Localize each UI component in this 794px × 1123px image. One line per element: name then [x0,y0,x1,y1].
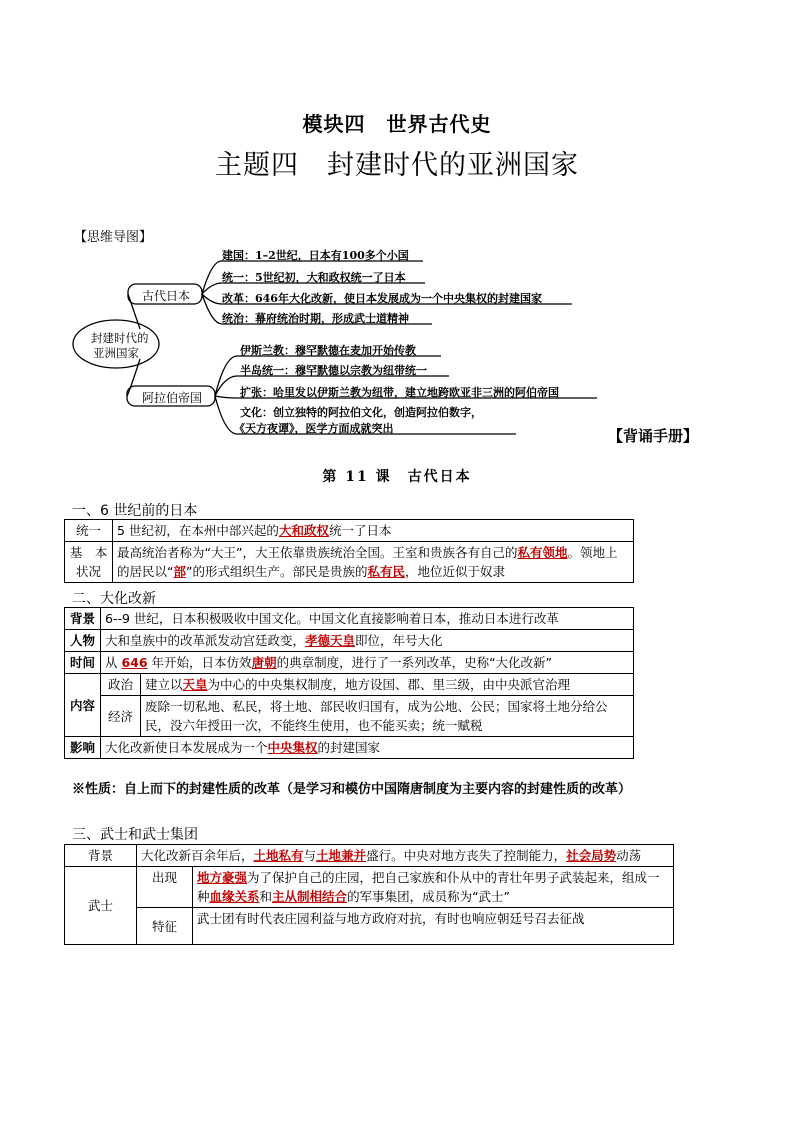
row-content: 武士团有时代表庄园利益与地方政府对抗，有时也响应朝廷号召去征战 [193,908,674,945]
mindmap-lines [0,0,794,450]
row-content: 5 世纪初，在本州中部兴起的大和政权统一了日本 [113,520,634,542]
row-content: 建立以天皇为中心的中央集权制度，地方设国、郡、里三级，由中央派官治理 [141,674,634,696]
branch-arab: 阿拉伯帝国 [142,391,203,405]
row-content: 大化改新使日本发展成为一个中央集权的封建国家 [101,737,634,759]
japan-item-2: 统一：5世纪初，大和政权统一了日本 [222,271,406,284]
section2-title: 二、大化改新 [72,591,156,607]
table-row [65,737,634,759]
section3-table [64,844,674,945]
topic-title: 主题四 封建时代的亚洲国家 [215,150,579,181]
row-head: 武士 [65,867,137,945]
mindmap-label: 【思维导图】 [74,230,153,245]
table-row [65,845,674,867]
mindmap-root-line1: 封建时代的 [91,331,149,345]
row-head: 背景 [65,845,137,867]
table-row [65,630,634,652]
row-content: 大和皇族中的改革派发动宫廷政变，孝德天皇即位，年号大化 [101,630,634,652]
arab-item-1: 伊斯兰教：穆罕默德在麦加开始传教 [240,344,416,357]
section3-title: 三、武士和武士集团 [72,827,198,843]
sub-head: 出现 [137,867,193,908]
row-head: 时间 [65,652,101,674]
table-row [65,696,634,737]
japan-item-1: 建国：1–2世纪，日本有100多个小国 [222,249,409,262]
section2-table [64,607,634,759]
row-content: 大化改新百余年后，土地私有与土地兼并盛行。中央对地方丧失了控制能力，社会局势动荡 [137,845,674,867]
nature-note: ※性质：自上而下的封建性质的改革（是学习和模仿中国隋唐制度为主要内容的封建性质的改革） [72,782,632,797]
row-head: 背景 [65,608,101,630]
row-content: 最高统治者称为“大王”，大王依靠贵族统治全国。王室和贵族各有自己的私有领地。领地上的居民以“部”的形式组织生产。部民是贵族的私有民，地位近似于奴隶 [113,542,634,583]
section1-title: 一、6 世纪前的日本 [72,503,198,519]
table-row [65,908,674,945]
row-content: 从 646 年开始，日本仿效唐朝的典章制度，进行了一系列改革，史称“大化改新” [101,652,634,674]
branch-japan: 古代日本 [142,289,191,303]
sub-head: 政治 [101,674,141,696]
module-title: 模块四 世界古代史 [302,112,492,136]
row-head: 统一 [65,520,113,542]
row-head: 人物 [65,630,101,652]
table-row [65,674,634,696]
row-content: 6--9 世纪，日本积极吸收中国文化。中国文化直接影响着日本，推动日本进行改革 [101,608,634,630]
japan-item-3: 改革：646年大化改新，使日本发展成为一个中央集权的封建国家 [222,292,542,305]
table-row [65,652,634,674]
table-row [65,608,634,630]
section1-table [64,519,634,583]
table-row [65,542,634,583]
arab-item-4: 文化：创立独特的阿拉伯文化，创造阿拉伯数字， [240,406,482,419]
mindmap-root-line2: 亚洲国家 [93,346,139,360]
arab-item-2: 半岛统一：穆罕默德以宗教为纽带统一 [240,364,427,377]
row-head: 影响 [65,737,101,759]
arab-item-5: 《天方夜谭》，医学方面成就突出 [234,422,394,435]
backup-manual-label: 【背诵手册】 [608,427,699,445]
table-row [65,520,634,542]
sub-head: 特征 [137,908,193,945]
japan-item-4: 统治：幕府统治时期，形成武士道精神 [222,312,409,325]
row-head: 内容 [65,674,101,737]
row-content: 地方豪强为了保护自己的庄园，把自己家族和仆从中的青壮年男子武装起来，组成一种血缘关系和主从制相结合的军事集团，成员称为“武士” [193,867,674,908]
row-head: 基 本 状况 [65,542,113,583]
lesson-title: 第 11 课 古代日本 [322,469,472,485]
row-content: 废除一切私地、私民，将土地、部民收归国有，成为公地、公民；国家将土地分给公民，没六年授田一次，不能终生使用，也不能买卖；统一赋税 [141,696,634,737]
table-row [65,867,674,908]
sub-head: 经济 [101,696,141,737]
arab-item-3: 扩张：哈里发以伊斯兰教为纽带，建立地跨欧亚非三洲的阿伯帝国 [240,386,559,399]
